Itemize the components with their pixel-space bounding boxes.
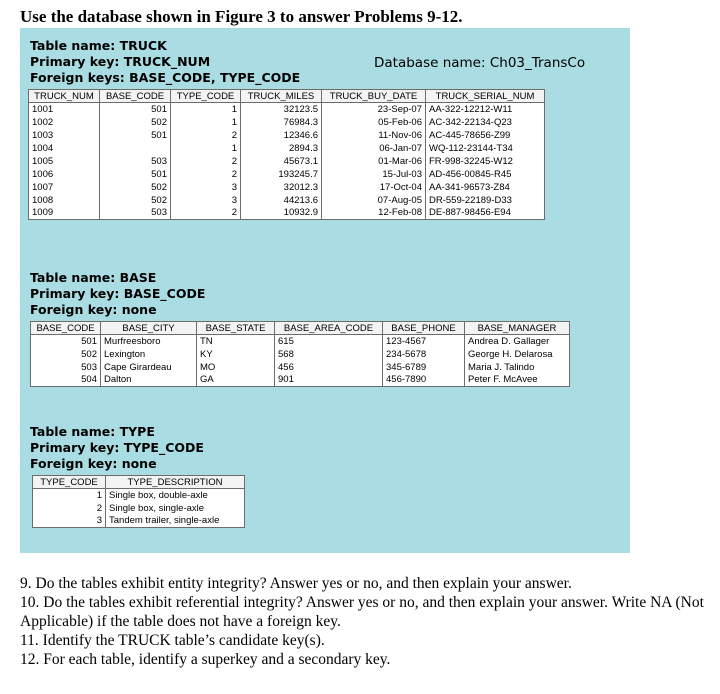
table-cell: Peter F. McAvee	[465, 374, 570, 387]
table-cell: 2	[171, 168, 241, 181]
table-cell: GA	[197, 374, 275, 387]
table-cell: 1	[171, 116, 241, 129]
table-row	[33, 502, 245, 515]
table-cell: 503	[100, 207, 171, 220]
table-cell: 32123.5	[241, 103, 322, 116]
type-table	[32, 475, 245, 528]
table-row	[29, 142, 545, 155]
table-cell: 32012.3	[241, 181, 322, 194]
truck-primary-key: Primary key: TRUCK_NUM	[30, 54, 211, 69]
table-cell: 123-4567	[383, 335, 465, 348]
base-table-body	[31, 335, 570, 387]
table-cell: 504	[31, 374, 101, 387]
type-foreign-key: Foreign key: none	[30, 456, 157, 471]
database-figure	[20, 28, 630, 553]
table-cell: 193245.7	[241, 168, 322, 181]
table-cell: 501	[100, 103, 171, 116]
table-cell: 568	[275, 348, 383, 361]
table-cell: 3	[33, 515, 106, 528]
table-cell: 10932.9	[241, 207, 322, 220]
type-column-header: TYPE_DESCRIPTION	[106, 476, 245, 489]
table-cell: 44213.6	[241, 194, 322, 207]
table-cell: 1	[171, 103, 241, 116]
table-cell: AA-322-12212-W11	[426, 103, 545, 116]
base-table-info	[30, 270, 205, 318]
table-cell: 615	[275, 335, 383, 348]
base-table	[30, 321, 570, 387]
table-cell: 1001	[29, 103, 100, 116]
table-cell: 2	[171, 155, 241, 168]
table-cell: 15-Jul-03	[322, 168, 426, 181]
table-cell: 503	[31, 361, 101, 374]
table-row	[33, 489, 245, 502]
database-name: Database name: Ch03_TransCo	[374, 55, 586, 71]
table-cell: 456	[275, 361, 383, 374]
table-cell: KY	[197, 348, 275, 361]
table-cell: 3	[171, 181, 241, 194]
table-cell: 1008	[29, 194, 100, 207]
type-column-header: TYPE_CODE	[33, 476, 106, 489]
table-cell: 901	[275, 374, 383, 387]
table-cell: TN	[197, 335, 275, 348]
table-cell: 1004	[29, 142, 100, 155]
table-row	[29, 116, 545, 129]
question-9: 9. Do the tables exhibit entity integrity? Answer yes or no, and then explain your answer.	[20, 575, 572, 592]
truck-table-name: Table name: TRUCK	[30, 38, 167, 53]
table-cell: 07-Aug-05	[322, 194, 426, 207]
truck-table	[28, 89, 545, 220]
table-cell: 45673.1	[241, 155, 322, 168]
table-cell: 503	[100, 155, 171, 168]
table-row	[29, 207, 545, 220]
question-10: 10. Do the tables exhibit referential integrity? Answer yes or no, and then explain your answer. Write NA (Not Applicable) if the table does not have a foreign key.	[20, 594, 704, 630]
table-cell: DR-559-22189-D33	[426, 194, 545, 207]
type-table-name: Table name: TYPE	[30, 424, 155, 439]
table-cell: 1003	[29, 129, 100, 142]
table-row	[29, 155, 545, 168]
base-table-name: Table name: BASE	[30, 270, 157, 285]
base-foreign-key: Foreign key: none	[30, 302, 157, 317]
table-cell: 01-Mar-06	[322, 155, 426, 168]
type-table-body	[33, 489, 245, 528]
table-cell: 502	[100, 194, 171, 207]
table-cell: AC-342-22134-Q23	[426, 116, 545, 129]
table-cell: 2	[171, 129, 241, 142]
base-column-header: BASE_CODE	[31, 322, 101, 335]
truck-column-header: TRUCK_MILES	[241, 90, 322, 103]
table-cell: Single box, double-axle	[106, 489, 245, 502]
base-column-header: BASE_AREA_CODE	[275, 322, 383, 335]
table-cell: WQ-112-23144-T34	[426, 142, 545, 155]
type-primary-key: Primary key: TYPE_CODE	[30, 440, 204, 455]
table-cell: Dalton	[101, 374, 197, 387]
table-cell: Single box, single-axle	[106, 502, 245, 515]
table-cell: DE-887-98456-E94	[426, 207, 545, 220]
table-cell: 2894.3	[241, 142, 322, 155]
table-cell: AC-445-78656-Z99	[426, 129, 545, 142]
table-cell: 501	[100, 129, 171, 142]
table-cell: 501	[31, 335, 101, 348]
table-row	[31, 348, 570, 361]
base-primary-key: Primary key: BASE_CODE	[30, 286, 206, 301]
table-cell: MO	[197, 361, 275, 374]
table-cell: 12346.6	[241, 129, 322, 142]
table-row	[31, 374, 570, 387]
truck-foreign-keys: Foreign keys: BASE_CODE, TYPE_CODE	[30, 70, 301, 85]
table-row	[33, 515, 245, 528]
table-row	[29, 129, 545, 142]
question-11: 11. Identify the TRUCK table’s candidate key(s).	[20, 632, 325, 649]
table-cell: 345-6789	[383, 361, 465, 374]
table-cell: 2	[171, 207, 241, 220]
type-header-row	[33, 476, 245, 489]
table-cell: 3	[171, 194, 241, 207]
table-cell: 1005	[29, 155, 100, 168]
table-cell: AD-456-00845-R45	[426, 168, 545, 181]
table-cell: Maria J. Talindo	[465, 361, 570, 374]
truck-header-row	[29, 90, 545, 103]
table-cell: Cape Girardeau	[101, 361, 197, 374]
base-column-header: BASE_CITY	[101, 322, 197, 335]
table-cell: George H. Delarosa	[465, 348, 570, 361]
table-cell: 1006	[29, 168, 100, 181]
table-cell: 501	[100, 168, 171, 181]
table-row	[29, 168, 545, 181]
table-cell: 76984.3	[241, 116, 322, 129]
table-cell: 06-Jan-07	[322, 142, 426, 155]
table-cell: 1	[171, 142, 241, 155]
table-row	[31, 335, 570, 348]
type-table-info	[30, 424, 204, 472]
table-cell	[100, 142, 171, 155]
base-column-header: BASE_STATE	[197, 322, 275, 335]
truck-column-header: TRUCK_NUM	[29, 90, 100, 103]
table-cell: 1	[33, 489, 106, 502]
table-cell: 502	[31, 348, 101, 361]
table-cell: 1007	[29, 181, 100, 194]
truck-column-header: BASE_CODE	[100, 90, 171, 103]
base-column-header: BASE_PHONE	[383, 322, 465, 335]
table-cell: 456-7890	[383, 374, 465, 387]
table-cell: Murfreesboro	[101, 335, 197, 348]
truck-column-header: TYPE_CODE	[171, 90, 241, 103]
table-cell: 502	[100, 116, 171, 129]
table-cell: 2	[33, 502, 106, 515]
table-cell: 1009	[29, 207, 100, 220]
table-cell: 234-5678	[383, 348, 465, 361]
table-cell: AA-341-96573-Z84	[426, 181, 545, 194]
table-cell: 1002	[29, 116, 100, 129]
table-row	[29, 103, 545, 116]
table-cell: 05-Feb-06	[322, 116, 426, 129]
table-row	[31, 361, 570, 374]
truck-table-body	[29, 103, 545, 220]
table-row	[29, 194, 545, 207]
truck-column-header: TRUCK_SERIAL_NUM	[426, 90, 545, 103]
question-12: 12. For each table, identify a superkey and a secondary key.	[20, 651, 391, 668]
table-cell: Andrea D. Gallager	[465, 335, 570, 348]
table-cell: 11-Nov-06	[322, 129, 426, 142]
base-header-row	[31, 322, 570, 335]
table-cell: 23-Sep-07	[322, 103, 426, 116]
table-cell: Lexington	[101, 348, 197, 361]
table-cell: Tandem trailer, single-axle	[106, 515, 245, 528]
table-cell: 17-Oct-04	[322, 181, 426, 194]
truck-column-header: TRUCK_BUY_DATE	[322, 90, 426, 103]
questions-list	[20, 574, 715, 669]
table-cell: 12-Feb-08	[322, 207, 426, 220]
base-column-header: BASE_MANAGER	[465, 322, 570, 335]
table-row	[29, 181, 545, 194]
truck-table-info	[30, 38, 300, 86]
table-cell: 502	[100, 181, 171, 194]
page-heading: Use the database shown in Figure 3 to answer Problems 9-12.	[20, 7, 463, 26]
table-cell: FR-998-32245-W12	[426, 155, 545, 168]
